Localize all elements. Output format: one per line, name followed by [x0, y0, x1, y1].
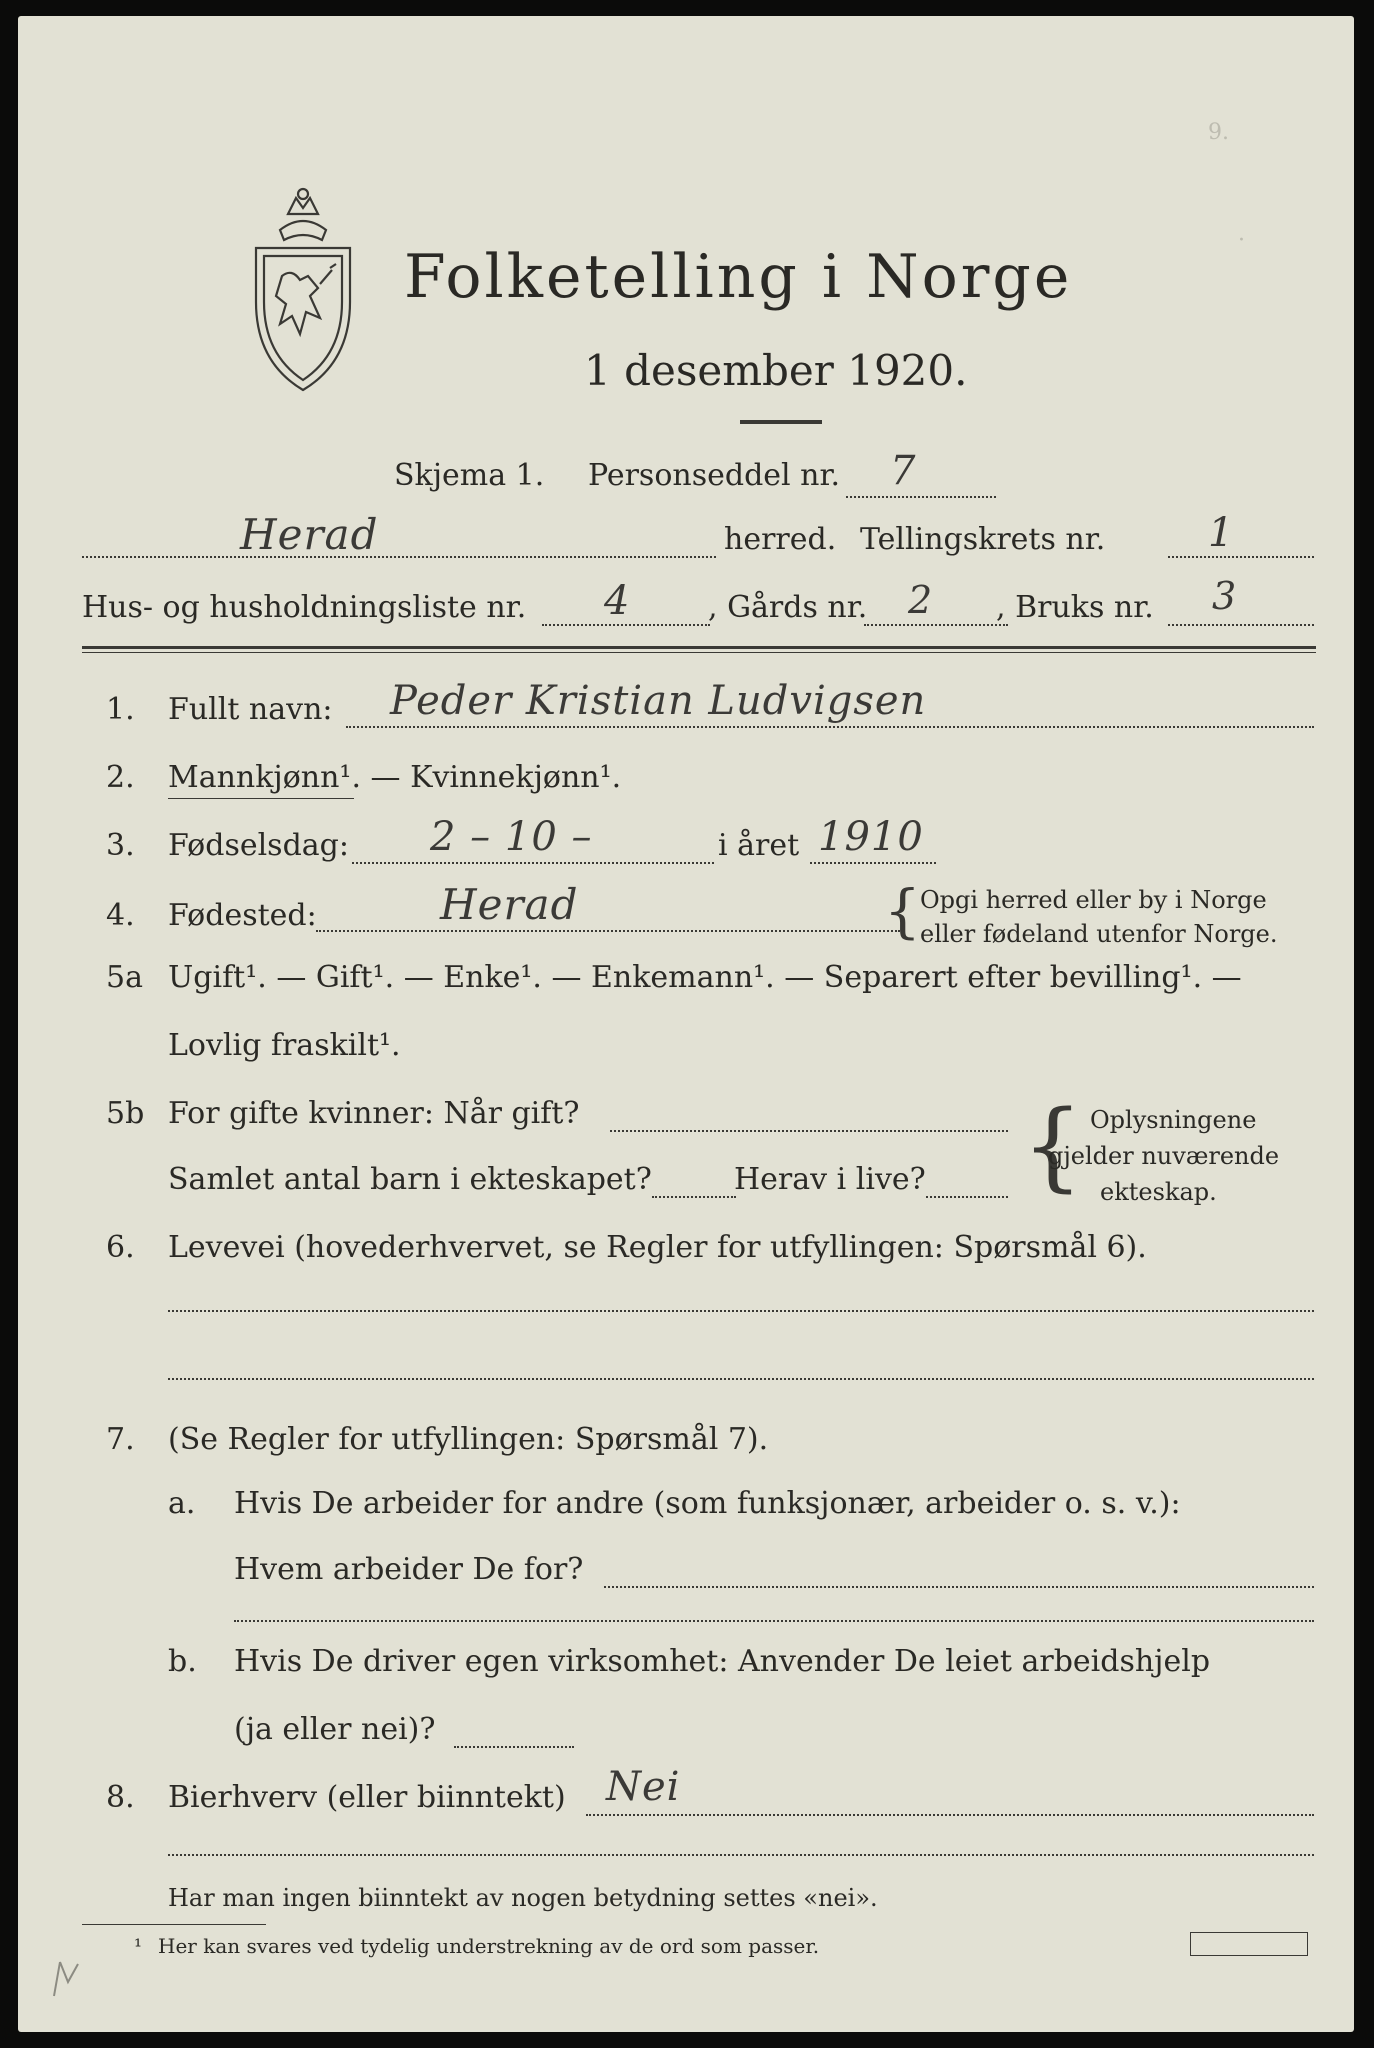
q2-underline: [168, 798, 354, 799]
q6-label: Levevei (hovederhvervet, se Regler for utfyllingen: Spørsmål 6).: [168, 1230, 1147, 1265]
q6-line2: [168, 1378, 1314, 1380]
herred-value: Herad: [240, 510, 379, 559]
herred-label: herred.: [724, 522, 837, 557]
personseddel-label: Personseddel nr.: [588, 458, 841, 493]
q7b-line2: (ja eller nei)?: [234, 1712, 436, 1747]
q3-line: [352, 862, 714, 864]
bleed-through-text: ·: [1238, 228, 1245, 253]
personseddel-value: 7: [890, 448, 917, 494]
q5b-married-line: [610, 1130, 1008, 1132]
q5b-line2a: Samlet antal barn i ekteskapet?: [168, 1162, 652, 1197]
personseddel-line: [846, 496, 996, 498]
q7a-line: [604, 1586, 1314, 1588]
footer-note: Har man ingen biinntekt av nogen betydning settes «nei».: [168, 1884, 878, 1912]
husliste-line: [542, 624, 710, 626]
q5b-note-brace: {: [1022, 1090, 1084, 1202]
q7b-line: [454, 1746, 574, 1748]
title-divider: [740, 420, 822, 424]
q7a-letter: a.: [168, 1486, 196, 1521]
q4-line: [316, 930, 900, 932]
q6-line1: [168, 1310, 1314, 1312]
q3-year-line: [810, 862, 936, 864]
q1-line: [346, 726, 1314, 728]
q7a-line-extra: [234, 1620, 1314, 1622]
herred-line: [82, 556, 716, 558]
q4-number: 4.: [106, 898, 135, 933]
gards-value: 2: [908, 578, 934, 622]
header-divider: [82, 646, 1316, 649]
bruks-line: [1168, 624, 1314, 626]
q7-label: (Se Regler for utfyllingen: Spørsmål 7).: [168, 1422, 769, 1457]
q7a-line2: Hvem arbeider De for?: [234, 1552, 584, 1587]
q1-value: Peder Kristian Ludvigsen: [390, 678, 927, 724]
q5b-children-line: [652, 1196, 736, 1198]
q5b-note-line2: gjelder nuværende: [1048, 1142, 1280, 1170]
husliste-label: Hus- og husholdningsliste nr.: [82, 590, 527, 625]
tellingskrets-value: 1: [1208, 510, 1235, 556]
q7b-letter: b.: [168, 1644, 197, 1679]
q3-number: 3.: [106, 828, 135, 863]
footnote-divider: [82, 1924, 266, 1925]
census-form-page: [18, 16, 1354, 2032]
q3-value: 2 – 10 –: [430, 814, 593, 860]
q8-number: 8.: [106, 1780, 135, 1815]
q8-value: Nei: [606, 1764, 681, 1810]
q5b-alive-line: [926, 1196, 1008, 1198]
q3-year-label: i året: [718, 828, 800, 863]
q8-line-extra: [168, 1854, 1314, 1856]
header-divider-thin: [82, 652, 1316, 653]
gards-line: [864, 624, 1008, 626]
q5b-note-line3: ekteskap.: [1100, 1178, 1217, 1206]
q2-label: Mannkjønn¹. — Kvinnekjønn¹.: [168, 760, 622, 795]
skjema-label: Skjema 1.: [394, 458, 545, 493]
q4-note-line1: Opgi herred eller by i Norge: [920, 886, 1267, 914]
q5a-number: 5a: [106, 960, 143, 995]
q4-value: Herad: [440, 880, 579, 929]
bruks-label: , Bruks nr.: [996, 590, 1154, 625]
q5a-line1: Ugift¹. — Gift¹. — Enke¹. — Enkemann¹. — Separert efter bevilling¹. —: [168, 960, 1242, 995]
q4-label: Fødested:: [168, 898, 317, 933]
q5b-number: 5b: [106, 1096, 145, 1131]
tellingskrets-label: Tellingskrets nr.: [860, 522, 1106, 557]
q5b-line1: For gifte kvinner: Når gift?: [168, 1096, 580, 1131]
form-title: Folketelling i Norge: [404, 242, 1073, 312]
q7-number: 7.: [106, 1422, 135, 1457]
q7a-line1: Hvis De arbeider for andre (som funksjonær, arbeider o. s. v.):: [234, 1486, 1181, 1521]
footnote-text: Her kan svares ved tydelig understrekning av de ord som passer.: [158, 1934, 820, 1958]
q8-label: Bierhverv (eller biinntekt): [168, 1780, 566, 1815]
census-date: 1 desember 1920.: [584, 346, 968, 395]
q1-label: Fullt navn:: [168, 692, 333, 727]
q7b-line1: Hvis De driver egen virksomhet: Anvender De leiet arbeidshjelp: [234, 1644, 1211, 1679]
q4-note-brace: {: [884, 877, 921, 945]
footnote-mark: ¹: [134, 1934, 143, 1958]
gards-label: , Gårds nr.: [708, 590, 868, 625]
q6-number: 6.: [106, 1230, 135, 1265]
husliste-value: 4: [604, 578, 631, 624]
q4-note-line2: eller fødeland utenfor Norge.: [920, 920, 1278, 948]
q5b-note-line1: Oplysningene: [1090, 1106, 1257, 1134]
pencil-mark-icon: [46, 1952, 92, 2002]
q8-line: [586, 1814, 1314, 1816]
tellingskrets-line: [1168, 556, 1314, 558]
q3-year-value: 1910: [818, 814, 924, 860]
q3-label: Fødselsdag:: [168, 828, 349, 863]
q1-number: 1.: [106, 692, 135, 727]
q5a-line2: Lovlig fraskilt¹.: [168, 1028, 401, 1063]
q5b-line2b: Herav i live?: [734, 1162, 926, 1197]
bleed-through-text: 9.: [1208, 120, 1229, 145]
bruks-value: 3: [1212, 574, 1238, 618]
printer-stamp: [1190, 1932, 1308, 1956]
q2-number: 2.: [106, 760, 135, 795]
coat-of-arms-icon: [236, 184, 370, 402]
